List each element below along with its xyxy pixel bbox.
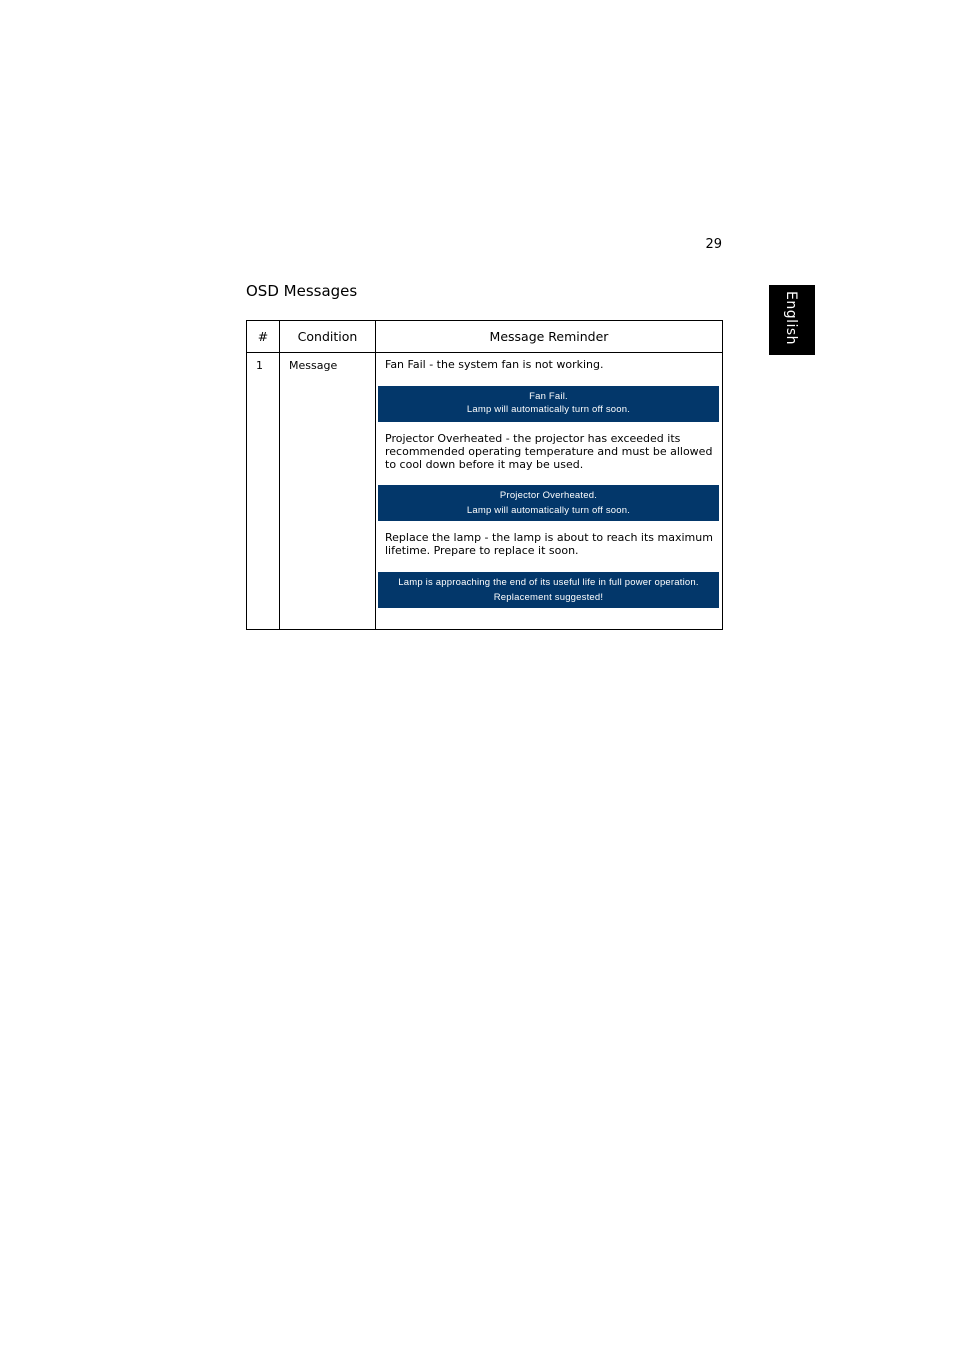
osd-messages-table	[246, 320, 723, 630]
row-condition: Message	[280, 353, 376, 630]
table-header-row	[247, 321, 723, 353]
section-title: OSD Messages	[246, 282, 358, 300]
page-number: 29	[705, 237, 722, 252]
replace-lamp-osd-line2: Replacement suggested!	[493, 592, 604, 603]
overheated-osd-line1: Projector Overheated.	[499, 490, 598, 501]
language-tab	[769, 285, 815, 355]
header-num: #	[247, 321, 280, 353]
row-message-reminder	[376, 353, 723, 630]
overheated-description: Projector Overheated - the projector has exceeded its recommended operating temperature and must be allowed to cool down before it may be used.	[385, 432, 713, 471]
header-condition: Condition	[280, 321, 376, 353]
header-message-reminder: Message Reminder	[376, 321, 723, 353]
fan-fail-osd-line1: Fan Fail.	[529, 391, 568, 402]
overheated-osd-line2: Lamp will automatically turn off soon.	[466, 505, 631, 516]
row-num: 1	[247, 353, 280, 630]
table-row	[247, 353, 723, 630]
replace-lamp-description: Replace the lamp - the lamp is about to reach its maximum lifetime. Prepare to replace it soon.	[385, 531, 713, 557]
overheated-osd-message	[378, 485, 719, 521]
replace-lamp-osd-line1: Lamp is approaching the end of its useful life in full power operation.	[398, 577, 699, 588]
fan-fail-osd-line2: Lamp will automatically turn off soon.	[466, 404, 631, 415]
language-tab-label: English	[783, 291, 799, 346]
replace-lamp-osd-message	[378, 572, 719, 608]
fan-fail-description: Fan Fail - the system fan is not working.	[385, 358, 604, 371]
fan-fail-osd-message	[378, 386, 719, 422]
